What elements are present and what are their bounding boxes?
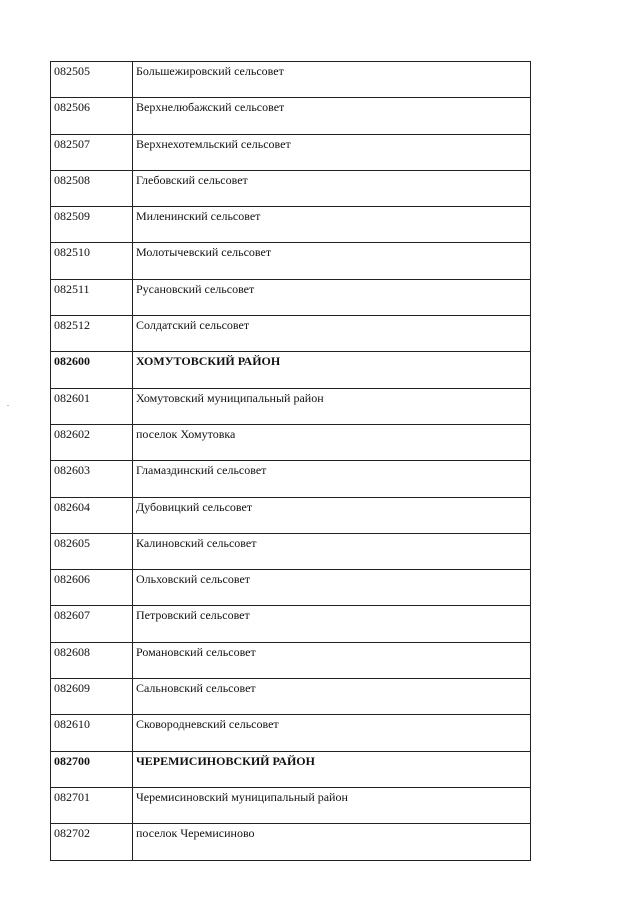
table-row — [51, 715, 531, 751]
code-cell: 082506 — [51, 98, 133, 134]
code-cell: 082600 — [51, 352, 133, 388]
code-cell: 082511 — [51, 279, 133, 315]
table-row — [51, 207, 531, 243]
scan-speck — [7, 405, 9, 406]
code-cell: 082602 — [51, 424, 133, 460]
code-table — [50, 61, 531, 861]
name-cell: Сковородневский сельсовет — [133, 715, 531, 751]
name-cell: Верхнелюбажский сельсовет — [133, 98, 531, 134]
code-cell: 082701 — [51, 787, 133, 823]
code-cell: 082603 — [51, 461, 133, 497]
name-cell: поселок Черемисиново — [133, 824, 531, 860]
table-row — [51, 570, 531, 606]
code-cell: 082610 — [51, 715, 133, 751]
name-cell: Гламаздинский сельсовет — [133, 461, 531, 497]
name-cell: Черемисиновский муниципальный район — [133, 787, 531, 823]
name-cell: Хомутовский муниципальный район — [133, 388, 531, 424]
table-row — [51, 170, 531, 206]
name-cell: Молотычевский сельсовет — [133, 243, 531, 279]
name-cell: Русановский сельсовет — [133, 279, 531, 315]
code-cell: 082507 — [51, 134, 133, 170]
table-row — [51, 461, 531, 497]
code-cell: 082700 — [51, 751, 133, 787]
table-row — [51, 279, 531, 315]
table-row — [51, 388, 531, 424]
table-row — [51, 134, 531, 170]
name-cell: Сальновский сельсовет — [133, 679, 531, 715]
table-row — [51, 497, 531, 533]
code-table-body — [51, 62, 531, 861]
table-row — [51, 679, 531, 715]
code-cell: 082608 — [51, 642, 133, 678]
code-cell: 082505 — [51, 62, 133, 98]
table-row — [51, 424, 531, 460]
name-cell: Петровский сельсовет — [133, 606, 531, 642]
code-cell: 082607 — [51, 606, 133, 642]
table-row — [51, 642, 531, 678]
code-cell: 082609 — [51, 679, 133, 715]
code-cell: 082604 — [51, 497, 133, 533]
code-cell: 082508 — [51, 170, 133, 206]
code-cell: 082606 — [51, 570, 133, 606]
table-row — [51, 533, 531, 569]
name-cell: Глебовский сельсовет — [133, 170, 531, 206]
district-header-row — [51, 751, 531, 787]
name-cell: Романовский сельсовет — [133, 642, 531, 678]
name-cell: Миленинский сельсовет — [133, 207, 531, 243]
table-row — [51, 98, 531, 134]
name-cell: Дубовицкий сельсовет — [133, 497, 531, 533]
name-cell: ЧЕРЕМИСИНОВСКИЙ РАЙОН — [133, 751, 531, 787]
name-cell: Ольховский сельсовет — [133, 570, 531, 606]
table-row — [51, 316, 531, 352]
name-cell: Большежировский сельсовет — [133, 62, 531, 98]
code-cell: 082605 — [51, 533, 133, 569]
table-row — [51, 787, 531, 823]
code-cell: 082601 — [51, 388, 133, 424]
table-row — [51, 62, 531, 98]
code-cell: 082702 — [51, 824, 133, 860]
name-cell: Калиновский сельсовет — [133, 533, 531, 569]
name-cell: ХОМУТОВСКИЙ РАЙОН — [133, 352, 531, 388]
code-cell: 082512 — [51, 316, 133, 352]
code-cell: 082509 — [51, 207, 133, 243]
table-row — [51, 606, 531, 642]
district-header-row — [51, 352, 531, 388]
name-cell: Солдатский сельсовет — [133, 316, 531, 352]
name-cell: Верхнехотемльский сельсовет — [133, 134, 531, 170]
table-row — [51, 824, 531, 860]
table-row — [51, 243, 531, 279]
name-cell: поселок Хомутовка — [133, 424, 531, 460]
code-cell: 082510 — [51, 243, 133, 279]
